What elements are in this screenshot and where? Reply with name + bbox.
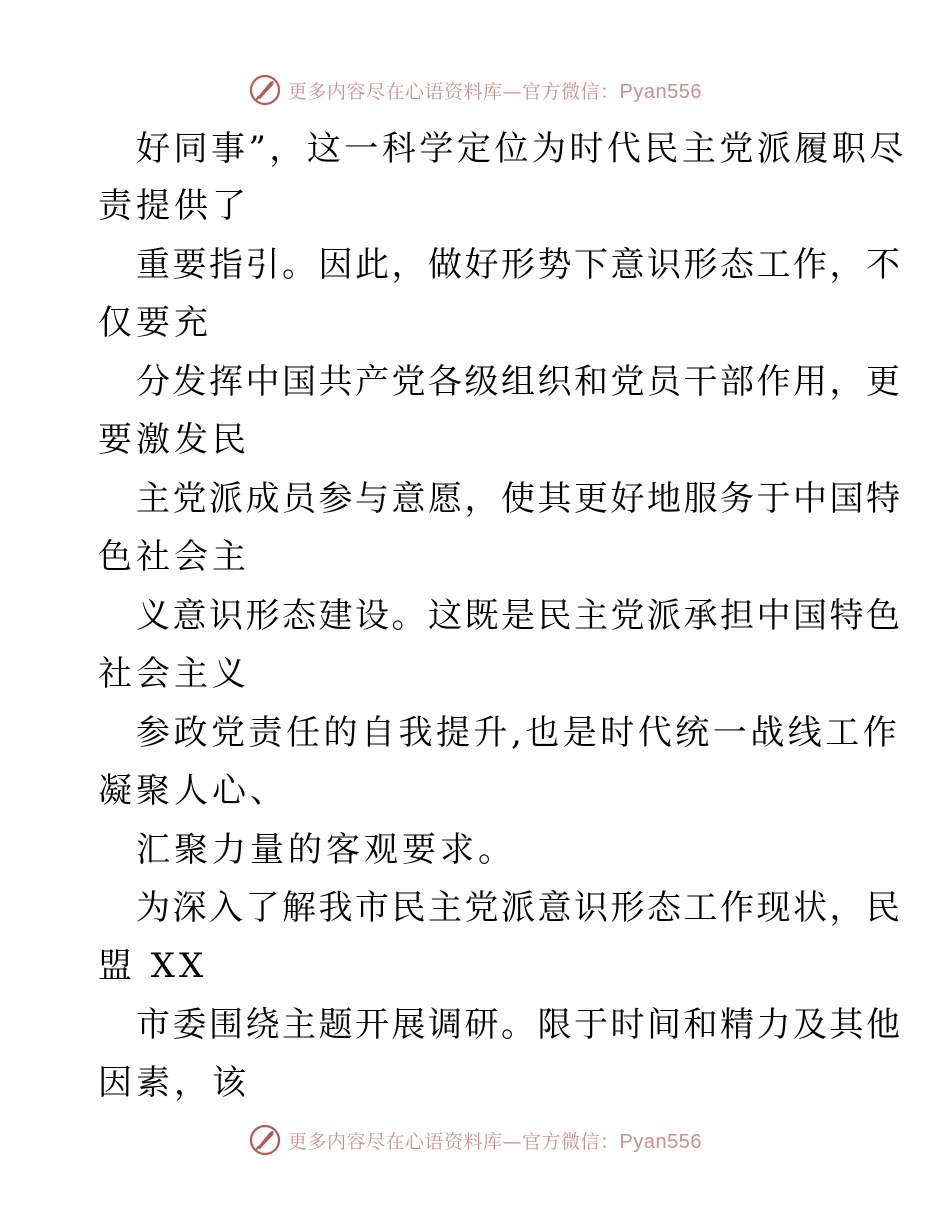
banner-text: 更多内容尽在心语资料库—官方微信：Pyan556 <box>288 80 702 103</box>
text-line: 主党派成员参与意愿，使其更好地服务于中国特 <box>136 479 903 519</box>
banner-text: 更多内容尽在心语资料库—官方微信：Pyan556 <box>288 1130 702 1153</box>
text-line: 要激发民 <box>98 420 250 460</box>
text-line: 重要指引。因此，做好形势下意识形态工作，不 <box>136 245 903 285</box>
text-line: 凝聚人心、 <box>98 771 288 811</box>
text-line: 分发挥中国共产党各级组织和党员干部作用，更 <box>136 362 903 402</box>
text-line: 参政党责任的自我提升,也是时代统一战线工作 <box>136 713 901 753</box>
footer-banner <box>0 1120 950 1160</box>
quill-pen-logo-icon <box>248 1123 282 1157</box>
text-line: 义意识形态建设。这既是民主党派承担中国特色 <box>136 596 903 636</box>
text-line: 为深入了解我市民主党派意识形态工作现状，民 <box>136 888 903 928</box>
text-line: 盟 XX <box>98 946 208 986</box>
text-line: 社会主义 <box>98 654 250 694</box>
text-line: 汇聚力量的客观要求。 <box>136 830 516 870</box>
text-line: 好同事”，这一科学定位为时代民主党派履职尽 <box>136 129 907 169</box>
text-line: 市委围绕主题开展调研。限于时间和精力及其他 <box>136 1005 903 1045</box>
text-line: 色社会主 <box>98 537 250 577</box>
text-line: 因素，该 <box>98 1063 250 1103</box>
text-line: 责提供了 <box>98 186 250 226</box>
text-line: 仅要充 <box>98 303 212 343</box>
